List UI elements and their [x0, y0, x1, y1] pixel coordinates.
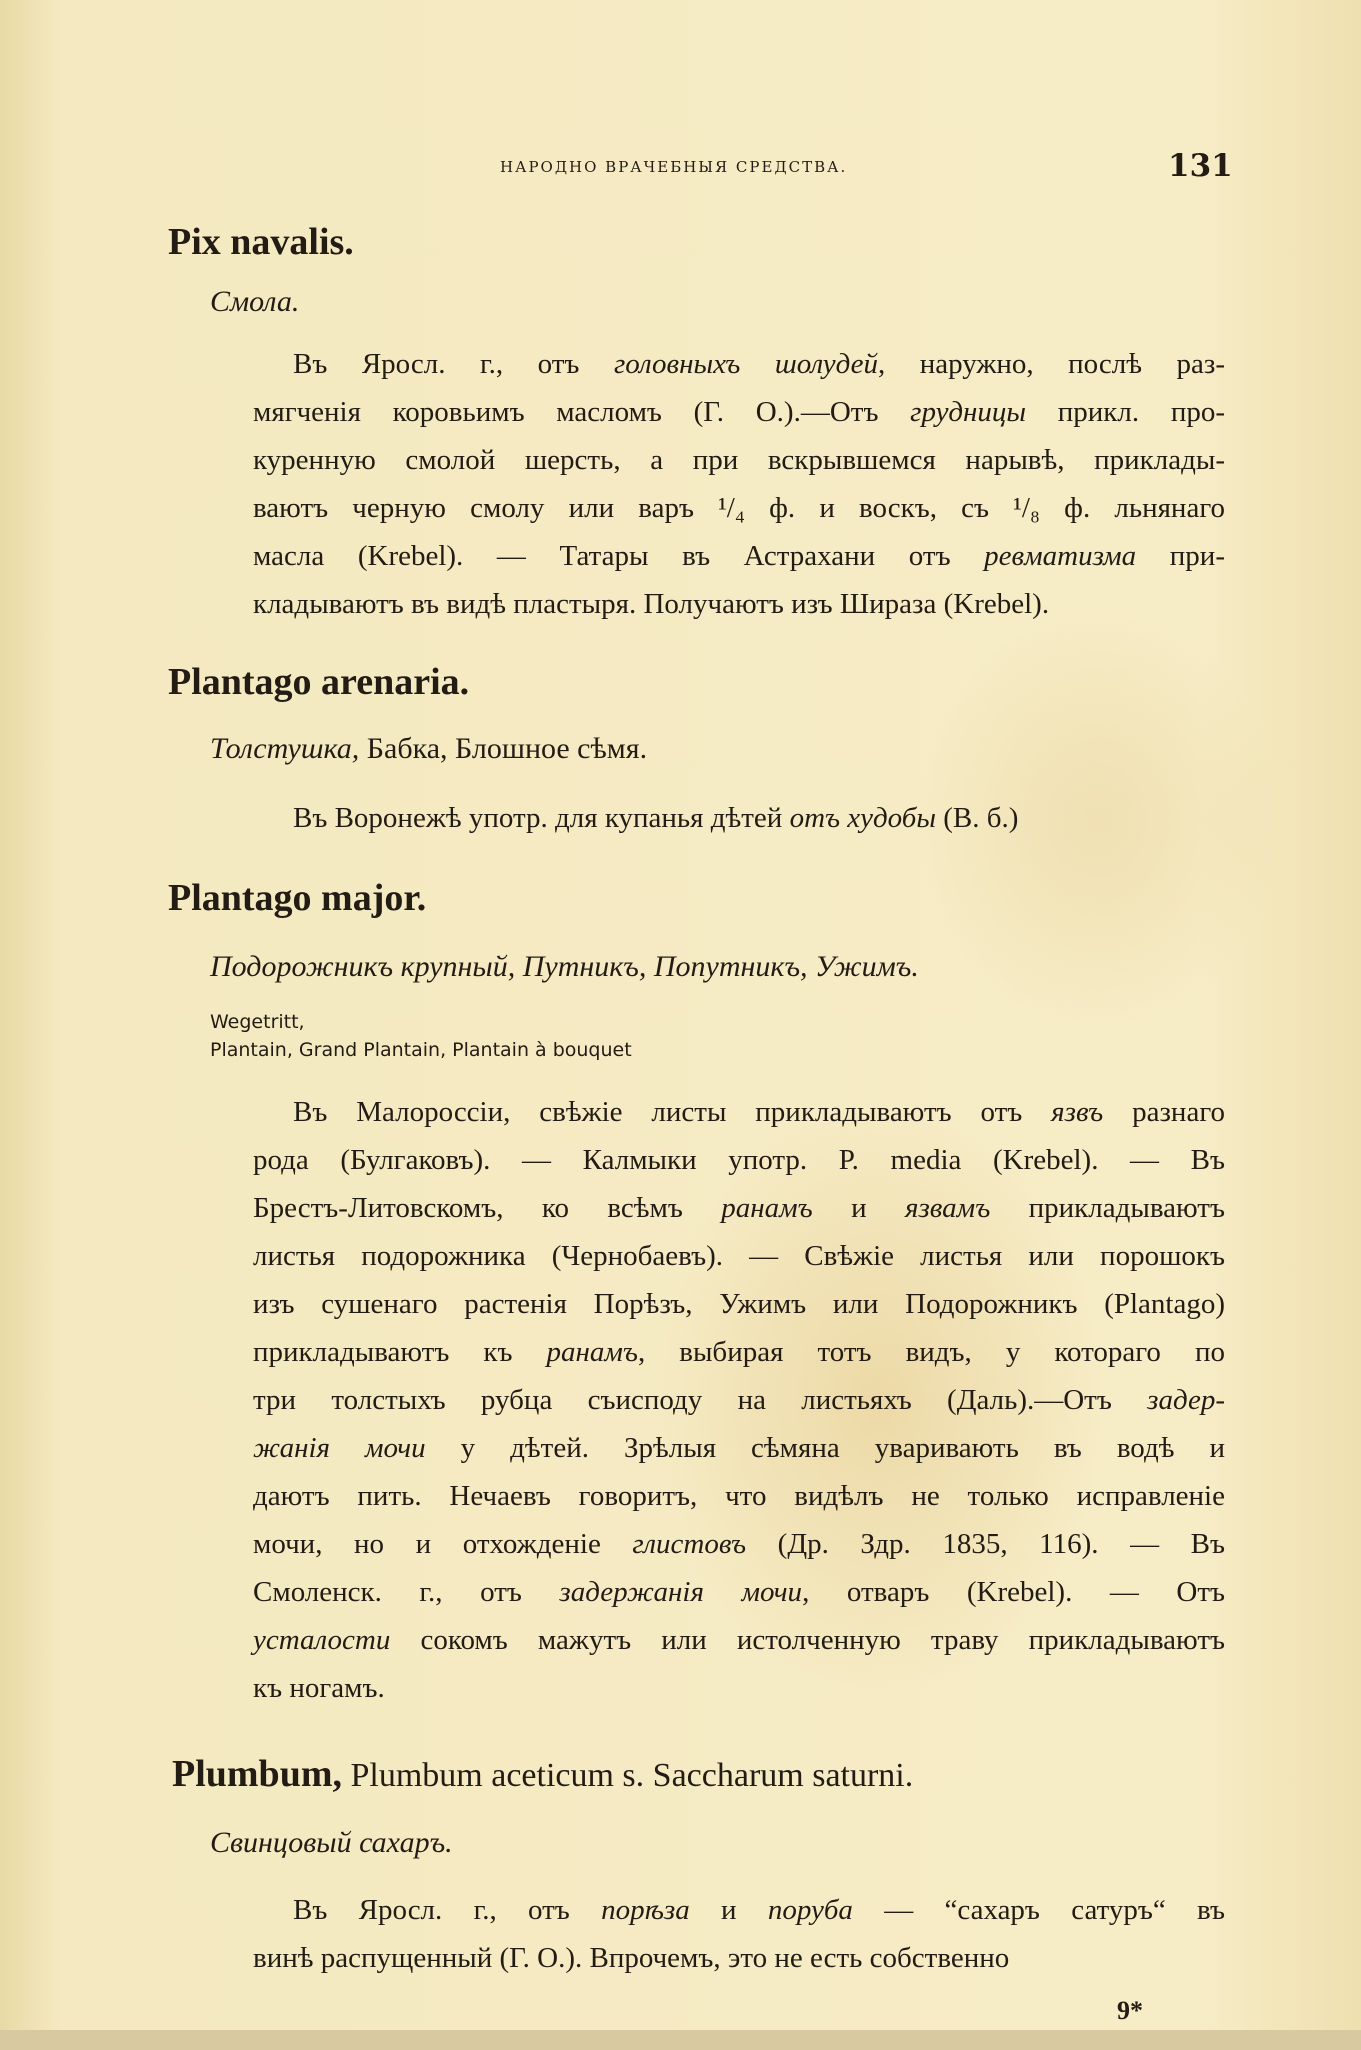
italic-run: поруба [767, 1894, 853, 1926]
entry-synonyms-plumbum: Свинцовый сахаръ. [210, 1826, 453, 1859]
italic-run: ранамъ [546, 1336, 638, 1368]
text-run: (Др. Здр. 1835, 116). — Въ [746, 1528, 1226, 1560]
text-run: прикладываютъ къ [253, 1336, 547, 1368]
printer-signature: 9* [1117, 1996, 1143, 2025]
text-line [253, 436, 1225, 484]
running-head: НАРОДНО ВРАЧЕБНЫЯ СРЕДСТВА. [500, 158, 848, 176]
text-run: кладываютъ въ видѣ пластыря. Получаютъ изъ Шираза (Krebel). [253, 588, 1050, 620]
text-run: , наружно, послѣ раз- [877, 348, 1225, 380]
text-line [253, 340, 1225, 388]
synonym-italic: Толстушка, [210, 732, 360, 765]
entry-heading-plantago-major: Plantago major. [168, 877, 427, 919]
text-line [253, 1886, 1225, 1934]
text-line [253, 532, 1225, 580]
italic-run: жанія мочи [253, 1432, 426, 1464]
text-run: Брестъ-Литовскомъ, ко всѣмъ [253, 1192, 722, 1224]
text-line [253, 1520, 1225, 1568]
text-run: Въ Малороссіи, свѣжіе листы прикладываютъ отъ [293, 1096, 1052, 1128]
text-line [253, 388, 1225, 436]
text-line [253, 580, 1225, 628]
text-run: три толстыхъ рубца съисподу на листьяхъ (Даль).—Отъ [253, 1384, 1148, 1416]
text-line [253, 1328, 1225, 1376]
text-line [253, 1136, 1225, 1184]
text-run: даютъ пить. Нечаевъ говоритъ, что видѣлъ не только исправленіе [253, 1480, 1225, 1512]
synonym-upright: Бабка, Блошное сѣмя. [359, 732, 648, 765]
italic-run: язвамъ [905, 1192, 991, 1224]
italic-run: усталости [253, 1624, 391, 1656]
entry-text-plantago-major [253, 1088, 1225, 1712]
italic-run: порѣза [601, 1894, 690, 1926]
italic-run: задер- [1147, 1384, 1225, 1416]
italic-run: задержанія мочи [559, 1576, 803, 1608]
entry-heading-plantago-arenaria: Plantago arenaria. [168, 661, 470, 703]
foreign-names-german: Wegetritt, [210, 1011, 305, 1033]
foreign-names-french: Plantain, Grand Plantain, Plantain à bouquet [210, 1039, 632, 1061]
text-run: и [689, 1894, 768, 1926]
page-bottom-edge [0, 2030, 1361, 2050]
text-run: прикл. про- [1026, 396, 1225, 428]
italic-run: ранамъ [721, 1192, 813, 1224]
text-run: мочи, но и отхожденіе [253, 1528, 633, 1560]
text-line [253, 1424, 1225, 1472]
text-run: изъ сушенаго растенія Порѣзъ, Ужимъ или Подорожникъ (Plantago) [253, 1288, 1225, 1320]
entry-heading-plumbum [172, 1752, 913, 1796]
text-line [253, 484, 1225, 532]
entry-synonyms-pix-navalis: Смола. [210, 285, 300, 318]
text-run: , отваръ (Krebel). — Отъ [802, 1576, 1226, 1608]
text-run: мягченія коровьимъ масломъ (Г. О.).—Отъ [253, 396, 911, 428]
text-line [253, 1616, 1225, 1664]
page-number: 131 [1168, 148, 1233, 184]
text-line [253, 1184, 1225, 1232]
italic-run: язвъ [1051, 1096, 1104, 1128]
text-run: Смоленск. г., отъ [253, 1576, 560, 1608]
text-run: сокомъ мажутъ или истолченную траву прикладываютъ [390, 1624, 1225, 1656]
entry-synonyms-plantago-arenaria [210, 732, 647, 766]
text-line [253, 1664, 1225, 1712]
heading-main: Plumbum, [172, 1753, 342, 1795]
text-run: къ ногамъ. [253, 1672, 385, 1704]
text-run: масла (Krebel). — Татары въ Астрахани отъ [253, 540, 985, 572]
text-run: — “сахаръ сатуръ“ въ [852, 1894, 1225, 1926]
text-line [253, 1472, 1225, 1520]
text-run: куренную смолой шерсть, а при вскрывшемся нарывѣ, приклады- [253, 444, 1225, 476]
entry-text-plantago-arenaria [253, 794, 1225, 842]
text-line [253, 1376, 1225, 1424]
text-run: , выбирая тотъ видъ, у котораго по [637, 1336, 1225, 1368]
entry-synonyms-plantago-major: Подорожникъ крупный, Путникъ, Попутникъ, Ужимъ. [210, 950, 919, 983]
text-run: Въ Воронежѣ употр. для купанья дѣтей [293, 802, 790, 834]
text-run: Въ Яросл. г., отъ [293, 1894, 602, 1926]
entry-text-pix-navalis [253, 340, 1225, 628]
text-run: рода (Булгаковъ). — Калмыки употр. P. media (Krebel). — Въ [253, 1144, 1225, 1176]
italic-run: ревматизма [984, 540, 1137, 572]
text-run: прикладываютъ [990, 1192, 1225, 1224]
italic-run: грудницы [910, 396, 1027, 428]
text-line [253, 794, 1225, 842]
text-run: у дѣтей. Зрѣлыя сѣмяна уваривають въ водѣ и [425, 1432, 1226, 1464]
text-line [253, 1934, 1225, 1982]
entry-heading-pix-navalis: Pix navalis. [168, 221, 354, 263]
text-run: винѣ распущенный (Г. О.). Впрочемъ, это не есть собственно [253, 1942, 1010, 1974]
heading-rest: Plumbum aceticum s. Saccharum saturni. [341, 1757, 914, 1794]
text-run: листья подорожника (Чернобаевъ). — Свѣжіе листья или порошокъ [253, 1240, 1225, 1272]
italic-run: отъ худобы [789, 802, 936, 834]
text-line [253, 1088, 1225, 1136]
italic-run: головныхъ шолудей [613, 348, 878, 380]
text-line [253, 1568, 1225, 1616]
text-run: при- [1136, 540, 1225, 572]
text-run: и [812, 1192, 905, 1224]
text-line [253, 1280, 1225, 1328]
text-run: разнаго [1103, 1096, 1225, 1128]
text-run: Въ Яросл. г., отъ [293, 348, 614, 380]
entry-text-plumbum [253, 1886, 1225, 1982]
italic-run: глистовъ [632, 1528, 747, 1560]
text-line [253, 1232, 1225, 1280]
text-run: (В. б.) [935, 802, 1019, 834]
text-run: ваютъ черную смолу или варъ ¹/₄ ф. и воскъ, съ ¹/₈ ф. льнянаго [253, 492, 1225, 524]
